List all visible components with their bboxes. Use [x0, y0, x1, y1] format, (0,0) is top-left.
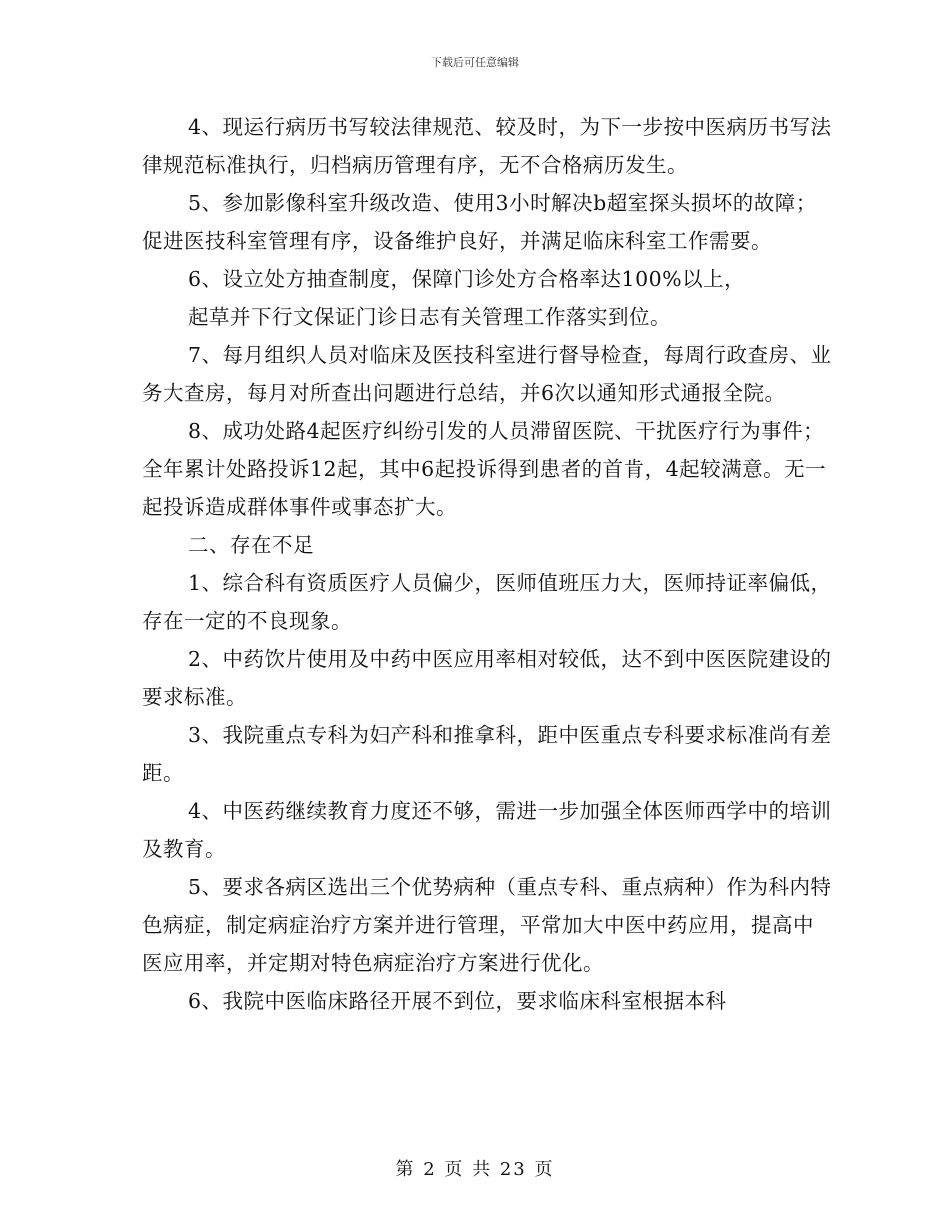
paragraph-shortcoming-3: 3、我院重点专科为妇产科和推拿科，距中医重点专科要求标准尚有差距。: [142, 723, 832, 785]
paragraph-item-4-records: 4、现运行病历书写较法律规范、较及时，为下一步按中医病历书写法律规范标准执行，归档病历管理有序，无不合格病历发生。: [142, 115, 832, 177]
paragraph-shortcoming-2: 2、中药饮片使用及中药中医应用率相对较低，达不到中医医院建设的要求标准。: [142, 647, 832, 709]
paragraph-item-5-imaging: 5、参加影像科室升级改造、使用3小时解决b超室探头损坏的故障；促进医技科室管理有序，设备维护良好，并满足临床科室工作需要。: [142, 191, 817, 253]
paragraph-item-6-continuation: 起草并下行文保证门诊日志有关管理工作落实到位。: [188, 305, 671, 329]
section-heading-shortcomings: 二、存在不足: [188, 533, 314, 557]
paragraph-item-7-inspection: 7、每月组织人员对临床及医技科室进行督导检查，每周行政查房、业务大查房，每月对所查出问题进行总结，并6次以通知形式通报全院。: [142, 343, 832, 405]
paragraph-shortcoming-5: 5、要求各病区选出三个优势病种（重点专科、重点病种）作为科内特色病症，制定病症治疗方案并进行管理，平常加大中医中药应用，提高中医应用率，并定期对特色病症治疗方案进行优化。: [142, 875, 832, 975]
document-body: [142, 108, 832, 1020]
page-header: 下载后可任意编辑: [431, 56, 519, 69]
paragraph-item-8-disputes: 8、成功处路4起医疗纠纷引发的人员滞留医院、干扰医疗行为事件；全年累计处路投诉12起，其中6起投诉得到患者的首肯，4起较满意。无一起投诉造成群体事件或事态扩大。: [142, 419, 827, 519]
paragraph-shortcoming-6: 6、我院中医临床路径开展不到位，要求临床科室根据本科: [188, 989, 727, 1013]
page-number-footer: 第 2 页 共 23 页: [395, 1159, 555, 1180]
paragraph-item-6-prescription: 6、设立处方抽查制度，保障门诊处方合格率达100%以上，: [188, 267, 746, 291]
paragraph-shortcoming-1: 1、综合科有资质医疗人员偏少，医师值班压力大，医师持证率偏低，存在一定的不良现象。: [142, 571, 832, 633]
paragraph-shortcoming-4: 4、中医药继续教育力度还不够，需进一步加强全体医师西学中的培训及教育。: [142, 799, 832, 861]
